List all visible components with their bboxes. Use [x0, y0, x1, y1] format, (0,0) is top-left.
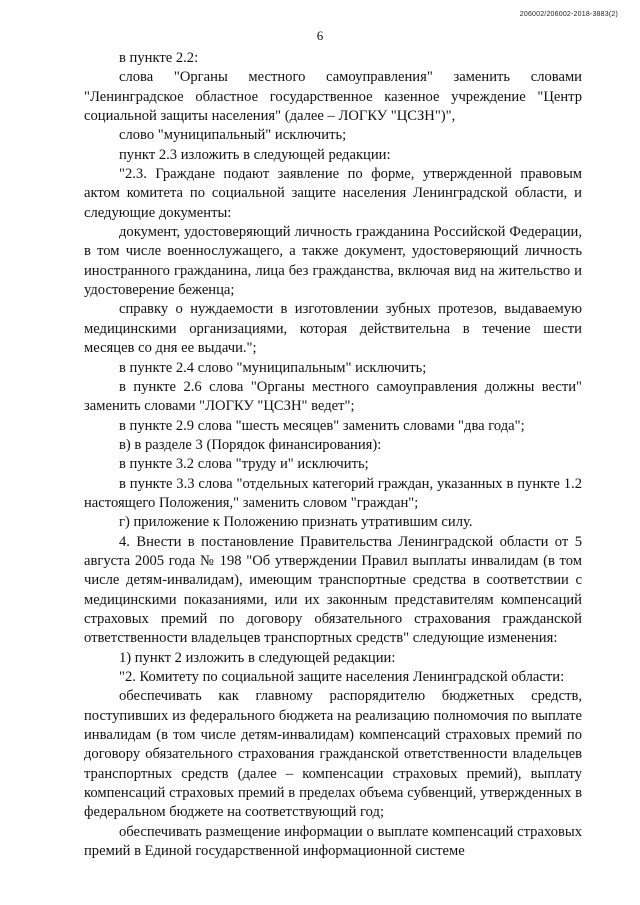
paragraph: в пункте 2.4 слово "муниципальным" исключить;	[119, 359, 427, 376]
paragraph: обеспечивать как главному распорядителю бюджетных средств, поступивших из федерального бюджета на реализацию полномочия по выплате инвалидам (в том числе детям-инвалидам) компенсаций страховых премий по договору обязательного страхования гражданской ответственности владельцев транспортных средств (далее – компенсации страховых премий), выплату компенсаций страховых премий в пределах объема субвенций, утвержденных в федеральном бюджете на соответствующий год;	[84, 688, 582, 821]
paragraph: в пункте 2.2:	[119, 50, 199, 66]
document-id: 206002/206002-2018-3883(2)	[519, 11, 618, 18]
paragraph: обеспечивать размещение информации о выплате компенсаций страховых премий в Единой государственной информационной системе	[84, 823, 582, 860]
paragraph: документ, удостоверяющий личность гражданина Российской Федерации, в том числе военнослужащего, а также документ, удостоверяющий личность иностранного гражданина, лица без гражданства, включая вид на жительство и удостоверение беженца;	[84, 224, 582, 299]
document-body	[84, 49, 582, 861]
paragraph: "2. Комитету по социальной защите населения Ленинградской области:	[119, 669, 565, 685]
paragraph: справку о нуждаемости в изготовлении зубных протезов, выдаваемую медицинскими организациями, которая действительна в течение шести месяцев со дня ее выдачи.";	[84, 301, 582, 357]
paragraph: слова "Органы местного самоуправления" заменить словами "Ленинградское областное государственное казенное учреждение "Центр социальной защиты населения" (далее – ЛОГКУ "ЦСЗН")",	[84, 69, 582, 125]
paragraph: в пункте 2.6 слова "Органы местного самоуправления должны вести" заменить словами "ЛОГКУ "ЦСЗН" ведет";	[84, 378, 582, 415]
paragraph: "2.3. Граждане подают заявление по форме, утвержденной правовым актом комитета по социальной защите населения Ленинградской области, и следующие документы:	[84, 166, 582, 221]
paragraph: 4. Внести в постановление Правительства Ленинградской области от 5 августа 2005 года № 198 "Об утверждении Правил выплаты инвалидам (в том числе детям-инвалидам), имеющим транспортные средства в соответствии с медицинскими показаниями, или их законным представителям компенсаций страховых премий по договору обязательного страхования гражданской ответственности владельцев транспортных средств" следующие изменения:	[84, 533, 582, 647]
paragraph: в) в разделе 3 (Порядок финансирования):	[119, 436, 382, 453]
paragraph: 1) пункт 2 изложить в следующей редакции:	[119, 649, 396, 666]
paragraph: в пункте 3.3 слова "отдельных категорий граждан, указанных в пункте 1.2 настоящего Положения," заменить словом "граждан";	[84, 475, 582, 511]
page-number: 6	[316, 28, 324, 43]
paragraph: пункт 2.3 изложить в следующей редакции:	[119, 146, 391, 163]
paragraph: в пункте 2.9 слова "шесть месяцев" заменить словами "два года";	[119, 417, 525, 434]
paragraph: г) приложение к Положению признать утратившим силу.	[119, 514, 473, 531]
paragraph: в пункте 3.2 слова "труду и" исключить;	[119, 456, 369, 473]
paragraph: слово "муниципальный" исключить;	[119, 127, 347, 144]
